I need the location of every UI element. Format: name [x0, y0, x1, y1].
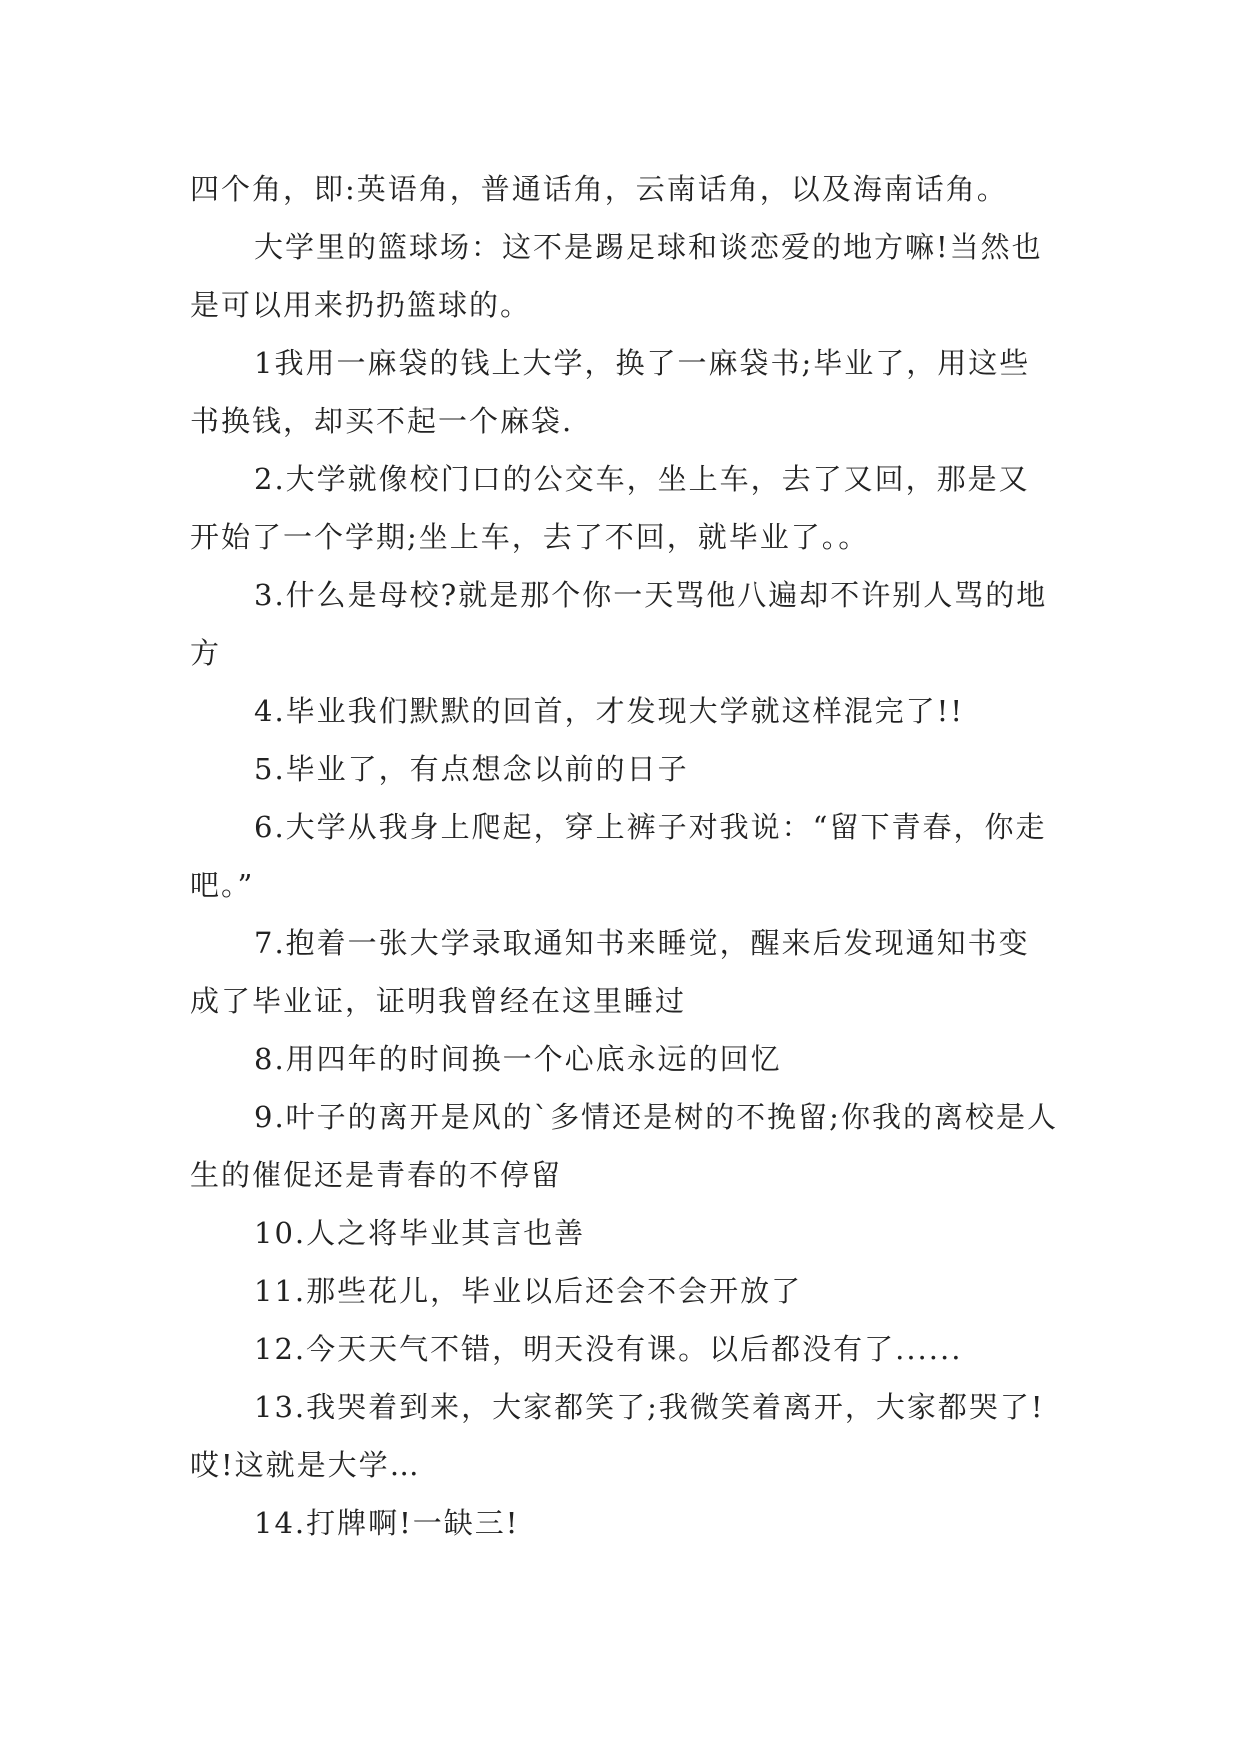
paragraph-3: 1我用一麻袋的钱上大学，换了一麻袋书;毕业了，用这些书换钱，却买不起一个麻袋. [190, 346, 1031, 438]
paragraph-4: 2.大学就像校门口的公交车，坐上车，去了又回，那是又开始了一个学期;坐上车，去了不回，就毕业了。。 [190, 462, 1030, 554]
paragraph-15: 13.我哭着到来，大家都笑了;我微笑着离开，大家都哭了!哎!这就是大学… [190, 1390, 1045, 1482]
document-body [190, 160, 1060, 1552]
paragraph-11: 9.叶子的离开是风的`多情还是树的不挽留;你我的离校是人生的催促还是青春的不停留 [190, 1100, 1058, 1192]
paragraph-16: 14.打牌啊!一缺三! [254, 1506, 520, 1540]
paragraph-2: 大学里的篮球场：这不是踢足球和谈恋爱的地方嘛!当然也是可以用来扔扔篮球的。 [190, 230, 1043, 322]
paragraph-7: 5.毕业了，有点想念以前的日子 [254, 752, 689, 786]
paragraph-9: 7.抱着一张大学录取通知书来睡觉，醒来后发现通知书变成了毕业证，证明我曾经在这里睡过 [190, 926, 1030, 1018]
paragraph-10: 8.用四年的时间换一个心底永远的回忆 [254, 1042, 782, 1076]
paragraph-13: 11.那些花儿，毕业以后还会不会开放了 [254, 1274, 803, 1308]
paragraph-14: 12.今天天气不错，明天没有课。以后都没有了...... [254, 1332, 963, 1366]
paragraph-6: 4.毕业我们默默的回首，才发现大学就这样混完了!! [254, 694, 964, 728]
paragraph-1: 四个角，即:英语角，普通话角，云南话角，以及海南话角。 [190, 172, 1008, 206]
paragraph-5: 3.什么是母校?就是那个你一天骂他八遍却不许别人骂的地方 [190, 578, 1048, 670]
paragraph-12: 10.人之将毕业其言也善 [254, 1216, 586, 1250]
paragraph-8: 6.大学从我身上爬起，穿上裤子对我说：“留下青春，你走吧。” [190, 810, 1047, 902]
